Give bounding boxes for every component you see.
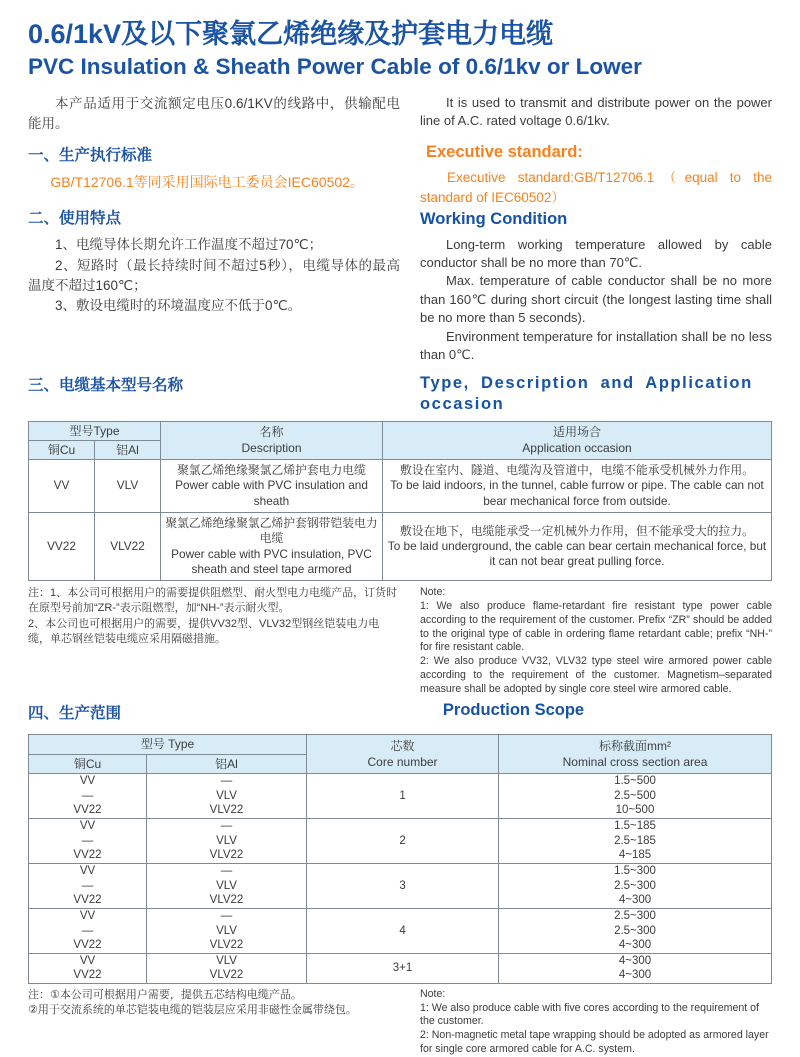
cell-cu: VV <box>29 953 147 968</box>
working-condition-paragraph: Max. temperature of cable conductor shall be no more than 160℃ during short circuit (the longest lasting time shall be no more than 5 seconds). <box>420 273 772 326</box>
right-column <box>420 143 772 364</box>
table1-notes <box>28 586 772 696</box>
table-row <box>29 863 772 878</box>
exec-standard-body-cn: GB/T12706.1等同采用国际电工委员会IEC60502。 <box>50 174 364 191</box>
cell-al: VLV22 <box>147 848 307 863</box>
cell-al: — <box>147 773 307 788</box>
cell-core-number: 3+1 <box>307 953 499 983</box>
cell-core-number: 3 <box>307 863 499 908</box>
cell-type-cu: VV <box>29 459 95 512</box>
cell-cu: VV <box>29 863 147 878</box>
cell-al: VLV <box>147 953 307 968</box>
cell-core-number: 4 <box>307 908 499 953</box>
scope-heading-en: Production Scope <box>442 701 585 720</box>
cell-al: VLV <box>147 923 307 938</box>
usage-item-cn: 3、敷设电缆时的环境温度应不低于0℃。 <box>55 298 302 314</box>
cell-type-al: VLV <box>95 459 161 512</box>
cell-application <box>383 512 772 580</box>
col-header-core-en: Core number <box>367 755 438 770</box>
cell-description-cn: 聚氯乙烯绝缘聚氯乙烯护套钢带铠装电力电缆 <box>165 515 378 546</box>
cell-description-en: Power cable with PVC insulation and sheath <box>175 478 368 508</box>
note-line: ②用于交流系统的单芯铠装电缆的铠装层应采用非磁性金属带绕包。 <box>28 1003 357 1016</box>
cell-section-area: 1.5~300 <box>499 863 772 878</box>
cell-cu: — <box>29 833 147 848</box>
cell-al: — <box>147 863 307 878</box>
cell-section-area: 10~500 <box>499 803 772 818</box>
cell-section-area: 4~185 <box>499 848 772 863</box>
col-header-area-cn: 标称截面mm² <box>599 738 671 753</box>
cell-cu: VV22 <box>29 848 147 863</box>
cell-al: VLV <box>147 788 307 803</box>
col-header-cu: 铜Cu <box>29 440 95 459</box>
cell-cu: VV22 <box>29 893 147 908</box>
cell-section-area: 2.5~300 <box>499 923 772 938</box>
cell-cu: VV22 <box>29 938 147 953</box>
type-section-headings <box>28 373 772 416</box>
cell-core-number: 2 <box>307 818 499 863</box>
col-header-description-en: Description <box>241 441 302 456</box>
cell-section-area: 4~300 <box>499 938 772 953</box>
scope-section-headings <box>28 701 772 730</box>
col-header-core <box>307 735 499 773</box>
cell-cu: VV22 <box>29 968 147 983</box>
cell-section-area: 4~300 <box>499 893 772 908</box>
usage-item-cn: 2、短路时（最长持续时间不超过5秒），电缆导体的最高温度不超过160℃； <box>28 257 400 293</box>
note-line: 注：1、本公司可根据用户的需要提供阻燃型、耐火型电力电缆产品，订货时在原型号前加“ZR-”表示阻燃型，加“NH-”表示耐火型。 <box>28 587 398 615</box>
table1-note-cn <box>28 586 400 696</box>
cell-section-area: 1.5~185 <box>499 818 772 833</box>
usage-heading-cn: 二、使用特点 <box>28 210 122 228</box>
intro-section <box>28 94 772 135</box>
col-header-application <box>383 421 772 459</box>
intro-paragraph-en: It is used to transmit and distribute power on the power line of A.C. rated voltage 0.6/1kv. <box>420 94 772 129</box>
scope-heading-cn: 四、生产范围 <box>28 705 122 723</box>
table-row <box>29 953 772 968</box>
cell-section-area: 1.5~500 <box>499 773 772 788</box>
col-header-area <box>499 735 772 773</box>
standards-usage-section <box>28 143 772 364</box>
cell-section-area: 2.5~300 <box>499 908 772 923</box>
cell-cu: VV22 <box>29 803 147 818</box>
cell-description <box>161 512 383 580</box>
intro-paragraph-cn: 本产品适用于交流额定电压0.6/1KV的线路中，供输配电能用。 <box>28 95 400 132</box>
type-description-table <box>28 421 772 582</box>
note-line: Note: <box>420 586 446 599</box>
working-condition-heading: Working Condition <box>420 209 568 228</box>
cell-cu: VV <box>29 818 147 833</box>
type-section-heading-cn: 三、电缆基本型号名称 <box>28 376 184 394</box>
table2-note-cn <box>28 988 400 1057</box>
note-line: 2、本公司也可根据用户的需要，提供VV32型、VLV32型钢丝铠装电力电缆，单芯钢丝铠装电缆应采用隔磁措施。 <box>28 617 380 645</box>
note-line: 1: We also produce flame-retardant fire resistant type power cable according to the requirement of the customer. Prefix “ZR” should be added to the original type of cable in ordering flame retardant cable; prefix “NH-” for fire resistant cable. <box>420 600 772 654</box>
table-row <box>29 773 772 788</box>
col-header-application-en: Application occasion <box>522 441 632 456</box>
production-scope-table <box>28 734 772 983</box>
cell-section-area: 2.5~185 <box>499 833 772 848</box>
cell-al: VLV22 <box>147 938 307 953</box>
cell-al: VLV <box>147 833 307 848</box>
table-row <box>29 459 772 512</box>
cell-section-area: 4~300 <box>499 953 772 968</box>
cell-al: — <box>147 818 307 833</box>
working-condition-paragraph: Long-term working temperature allowed by cable conductor shall be no more than 70℃. <box>420 236 772 271</box>
page-title-en: PVC Insulation & Sheath Power Cable of 0.6/1kv or Lower <box>28 53 642 79</box>
cell-application-en: To be laid underground, the cable can bear certain mechanical force, but it can not bear great pulling force. <box>387 538 767 569</box>
cell-al: VLV22 <box>147 893 307 908</box>
cell-al: VLV22 <box>147 803 307 818</box>
cell-section-area: 2.5~500 <box>499 788 772 803</box>
cell-cu: VV <box>29 908 147 923</box>
cell-description-en: Power cable with PVC insulation, PVC sheath and steel tape armored <box>171 546 372 576</box>
cell-application-en: To be laid indoors, in the tunnel, cable furrow or pipe. The cable can not bear mechanical force from outside. <box>390 478 764 508</box>
cell-cu: — <box>29 788 147 803</box>
table1-note-en <box>420 586 772 696</box>
note-line: 2: We also produce VV32, VLV32 type steel wire armored power cable according to the requirement of the customer. Magnetism–separated measure shall be adopted by single core steel wire armored cable. <box>420 655 772 695</box>
note-line: Note: <box>420 987 446 1000</box>
col-header-type: 型号Type <box>29 421 161 440</box>
table-row <box>29 818 772 833</box>
cell-al: VLV <box>147 878 307 893</box>
usage-item-cn: 1、电缆导体长期允许工作温度不超过70℃； <box>55 237 323 253</box>
col-header-core-cn: 芯数 <box>390 738 415 753</box>
table2-note-en <box>420 988 772 1057</box>
cell-description <box>161 459 383 512</box>
left-column <box>28 143 400 364</box>
cell-application-cn: 敷设在室内、隧道、电缆沟及管道中，电缆不能承受机械外力作用。 <box>400 462 754 477</box>
note-line: 2: Non-magnetic metal tape wrapping should be adopted as armored layer for single core armored cable for A.C. system. <box>420 1029 769 1055</box>
exec-standard-heading-en: Executive standard: <box>426 143 583 162</box>
col-header-application-cn: 适用场合 <box>552 425 601 440</box>
note-line: 注：①本公司可根据用户需要，提供五芯结构电缆产品。 <box>28 988 302 1001</box>
col-header-description <box>161 421 383 459</box>
table-row <box>29 512 772 580</box>
col-header-area-en: Nominal cross section area <box>562 755 708 770</box>
col-header-cu: 铜Cu <box>29 754 147 773</box>
exec-standard-body-en: Executive standard:GB/T12706.1（equal to the standard of IEC60502） <box>420 170 772 205</box>
cell-type-al: VLV22 <box>95 512 161 580</box>
working-condition-paragraph: Environment temperature for installation shall be no less than 0℃. <box>420 328 772 363</box>
cell-type-cu: VV22 <box>29 512 95 580</box>
cell-section-area: 4~300 <box>499 968 772 983</box>
cell-cu: VV <box>29 773 147 788</box>
col-header-description-cn: 名称 <box>259 425 284 440</box>
type-section-heading-en: Type, Description and Application occasion <box>420 373 753 414</box>
cell-application <box>383 459 772 512</box>
cell-al: VLV22 <box>147 968 307 983</box>
cell-description-cn: 聚氯乙烯绝缘聚氯乙烯护套电力电缆 <box>177 462 366 477</box>
exec-standard-heading-cn: 一、生产执行标准 <box>28 147 153 165</box>
cell-cu: — <box>29 878 147 893</box>
cell-application-cn: 敷设在地下，电缆能承受一定机械外力作用，但不能承受大的拉力。 <box>400 523 754 538</box>
cell-section-area: 2.5~300 <box>499 878 772 893</box>
table2-notes <box>28 988 772 1057</box>
col-header-al: 铝Al <box>147 754 307 773</box>
note-line: 1: We also produce cable with five cores according to the requirement of the customer. <box>420 1001 759 1028</box>
col-header-type: 型号 Type <box>29 735 307 754</box>
cell-al: — <box>147 908 307 923</box>
cell-cu: — <box>29 923 147 938</box>
page-title-cn: 0.6/1kV及以下聚氯乙烯绝缘及护套电力电缆 <box>28 19 554 49</box>
table-row <box>29 908 772 923</box>
col-header-al: 铝Al <box>95 440 161 459</box>
cell-core-number: 1 <box>307 773 499 818</box>
